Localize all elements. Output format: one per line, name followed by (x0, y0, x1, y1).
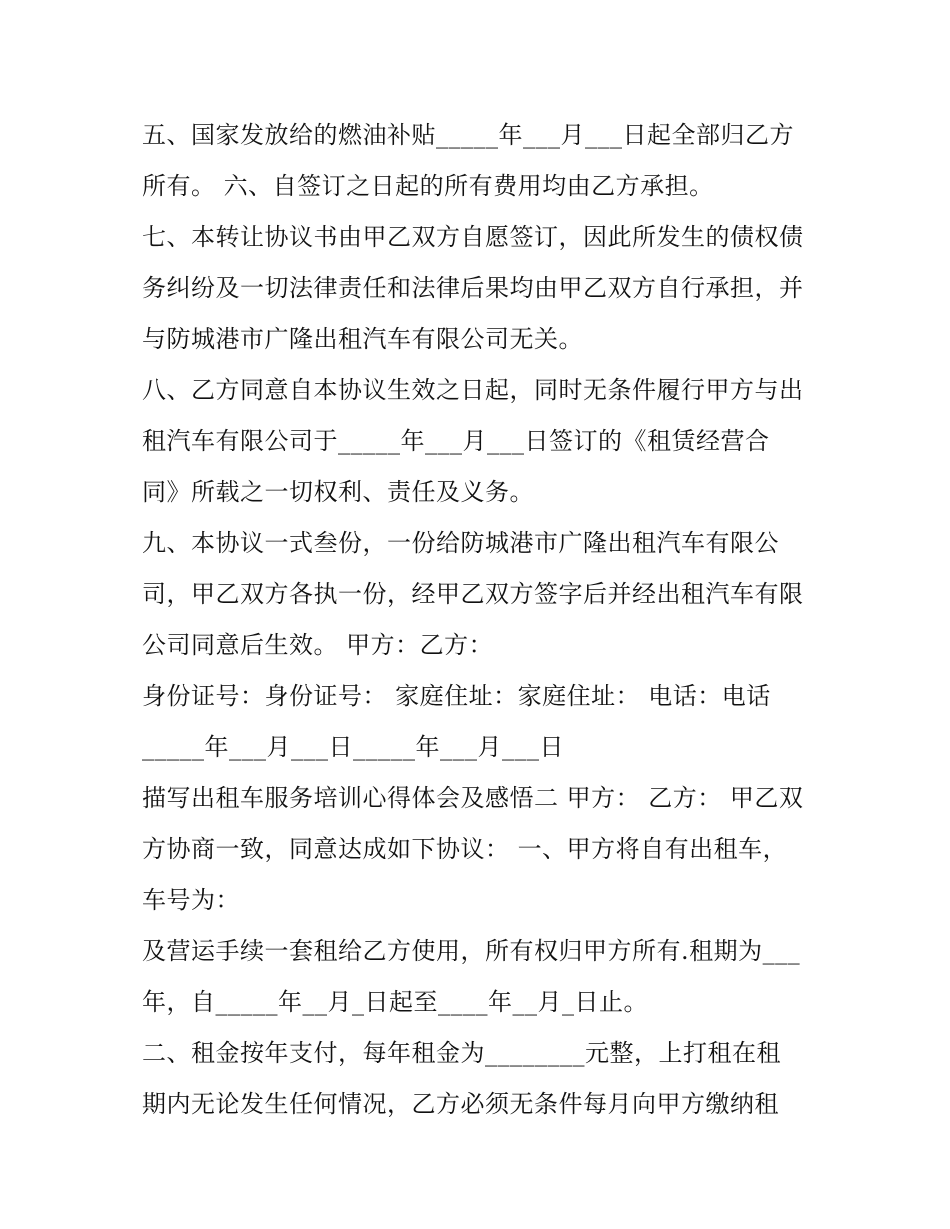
text-line: 八、乙方同意自本协议生效之日起，同时无条件履行甲方与出 (142, 376, 804, 404)
text-line: 身份证号：身份证号： 家庭住址：家庭住址： 电话：电话 (142, 682, 771, 710)
text-line: 七、本转让协议书由甲乙双方自愿签订，因此所发生的债权债 (142, 223, 804, 251)
text-line: _____年___月___日_____年___月___日 (142, 733, 564, 761)
text-line: 同》所载之一切权利、责任及义务。 (142, 478, 534, 506)
text-line: 二、租金按年支付，每年租金为________元整，上打租在租 (142, 1039, 781, 1067)
text-line: 期内无论发生任何情况，乙方必须无条件每月向甲方缴纳租 (142, 1090, 779, 1118)
text-line: 及营运手续一套租给乙方使用，所有权归甲方所有.租期为___ (142, 937, 801, 965)
text-line: 九、本协议一式叁份，一份给防城港市广隆出租汽车有限公 (142, 529, 779, 557)
text-line: 租汽车有限公司于_____年___月___日签订的《租赁经营合 (142, 427, 770, 455)
text-line: 方协商一致，同意达成如下协议： 一、甲方将自有出租车， (142, 835, 788, 863)
text-line: 司，甲乙双方各执一份，经甲乙双方签字后并经出租汽车有限 (142, 580, 804, 608)
text-line: 年，自_____年__月_日起至____年__月_日止。 (142, 988, 648, 1016)
text-line: 与防城港市广隆出租汽车有限公司无关。 (142, 325, 583, 353)
text-line: 务纠纷及一切法律责任和法律后果均由甲乙双方自行承担，并 (142, 274, 804, 302)
text-line: 车号为： (142, 886, 240, 914)
document-body (142, 110, 822, 1130)
text-line: 五、国家发放给的燃油补贴_____年___月___日起全部归乙方 (142, 121, 794, 149)
text-line: 描写出租车服务培训心得体会及感悟二 甲方： 乙方： 甲乙双 (142, 784, 804, 812)
text-line: 所有。 六、自签订之日起的所有费用均由乙方承担。 (142, 172, 714, 200)
text-line: 公司同意后生效。 甲方：乙方： (142, 631, 494, 659)
